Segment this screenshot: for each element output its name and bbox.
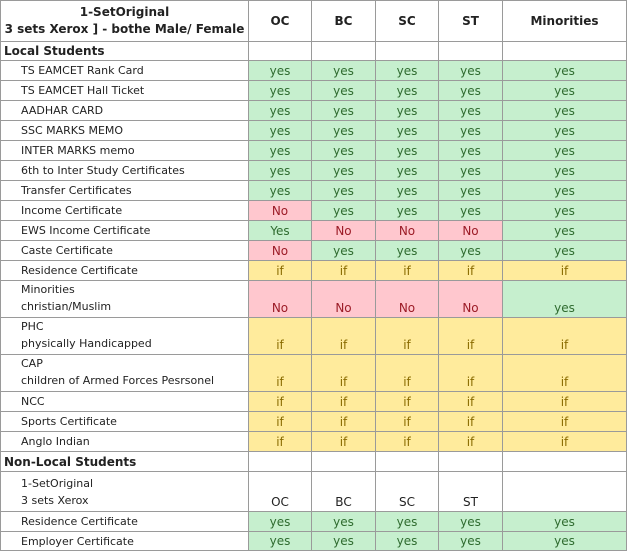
status-cell: if (439, 432, 503, 452)
status-cell: yes (503, 201, 627, 221)
status-cell: yes (249, 532, 312, 551)
table-row (1, 281, 627, 318)
table-row (1, 181, 627, 201)
table-row (1, 241, 627, 261)
table-row (1, 101, 627, 121)
nonlocal-column-header: OC (249, 472, 312, 512)
status-cell: yes (439, 532, 503, 551)
row-label-line: Minorities (21, 283, 75, 296)
header-title-line1: 1-SetOriginal (79, 5, 170, 19)
status-cell: if (503, 412, 627, 432)
status-cell: yes (312, 512, 376, 532)
section-title-local: Local Students (1, 42, 249, 61)
status-cell: if (249, 392, 312, 412)
nonlocal-header-title-cell (1, 472, 249, 512)
header-row (1, 1, 627, 42)
row-label (1, 181, 249, 201)
table-row (1, 512, 627, 532)
status-cell: No (249, 201, 312, 221)
status-cell: yes (249, 181, 312, 201)
status-cell: yes (312, 81, 376, 101)
table-row (1, 221, 627, 241)
status-cell: yes (503, 221, 627, 241)
status-cell: yes (249, 161, 312, 181)
status-cell: if (376, 355, 439, 392)
row-label (1, 141, 249, 161)
status-cell: No (312, 221, 376, 241)
table-row (1, 432, 627, 452)
status-cell: yes (503, 121, 627, 141)
status-cell: if (249, 432, 312, 452)
status-cell: yes (376, 61, 439, 81)
status-cell: yes (249, 512, 312, 532)
status-cell: yes (439, 241, 503, 261)
status-cell: if (376, 412, 439, 432)
status-cell: if (376, 318, 439, 355)
row-label-line: Employer Certificate (21, 534, 134, 548)
status-cell: yes (376, 121, 439, 141)
section-title-nonlocal: Non-Local Students (1, 452, 249, 472)
nonlocal-header-title-line2: 3 sets Xerox (21, 494, 89, 507)
status-cell: yes (439, 61, 503, 81)
nonlocal-column-header (503, 472, 627, 512)
row-label-line: 6th to Inter Study Certificates (21, 164, 185, 177)
row-label-line: SSC MARKS MEMO (21, 124, 124, 137)
status-cell: yes (376, 532, 439, 551)
status-cell: No (249, 241, 312, 261)
column-header-sc: SC (376, 1, 439, 42)
status-cell: yes (439, 121, 503, 141)
row-label (1, 432, 249, 452)
status-cell: yes (503, 141, 627, 161)
status-cell: if (312, 261, 376, 281)
row-label (1, 318, 249, 355)
status-cell: yes (312, 532, 376, 551)
status-cell: yes (376, 241, 439, 261)
status-cell: yes (439, 181, 503, 201)
column-header-st: ST (439, 1, 503, 42)
table-row (1, 261, 627, 281)
row-label (1, 241, 249, 261)
row-label (1, 412, 249, 432)
status-cell: No (376, 281, 439, 318)
status-cell: yes (312, 201, 376, 221)
status-cell: yes (503, 61, 627, 81)
status-cell: if (312, 412, 376, 432)
status-cell: yes (249, 81, 312, 101)
table-row (1, 121, 627, 141)
row-label-line: Residence Certificate (21, 264, 138, 277)
status-cell: yes (312, 181, 376, 201)
status-cell: yes (312, 241, 376, 261)
row-label (1, 81, 249, 101)
section-row-local (1, 42, 627, 61)
status-cell: yes (439, 161, 503, 181)
table-row (1, 412, 627, 432)
status-cell: if (503, 392, 627, 412)
status-cell: if (439, 318, 503, 355)
status-cell: yes (503, 281, 627, 318)
status-cell: yes (249, 61, 312, 81)
status-cell: yes (503, 512, 627, 532)
table-row (1, 318, 627, 355)
status-cell: yes (249, 121, 312, 141)
status-cell: yes (249, 101, 312, 121)
row-label-line: TS EAMCET Hall Ticket (21, 84, 145, 97)
nonlocal-column-header: ST (439, 472, 503, 512)
status-cell: if (503, 355, 627, 392)
status-cell: yes (376, 101, 439, 121)
status-cell: No (439, 221, 503, 241)
status-cell: yes (376, 141, 439, 161)
status-cell: yes (312, 101, 376, 121)
row-label-line: TS EAMCET Rank Card (21, 64, 144, 77)
status-cell: yes (503, 81, 627, 101)
header-title-cell (1, 1, 249, 42)
table-row (1, 141, 627, 161)
status-cell: yes (439, 101, 503, 121)
status-cell: Yes (249, 221, 312, 241)
row-label (1, 201, 249, 221)
row-label-line: AADHAR CARD (21, 104, 104, 117)
row-label-line: CAP (21, 357, 43, 370)
table-row (1, 61, 627, 81)
status-cell: if (312, 432, 376, 452)
status-cell: yes (376, 81, 439, 101)
status-cell: if (249, 355, 312, 392)
status-cell: yes (439, 141, 503, 161)
status-cell: if (312, 355, 376, 392)
status-cell: yes (503, 532, 627, 551)
table-row (1, 201, 627, 221)
status-cell: yes (503, 161, 627, 181)
table-row (1, 392, 627, 412)
column-header-bc: BC (312, 1, 376, 42)
status-cell: No (249, 281, 312, 318)
row-label-line: physically Handicapped (21, 337, 152, 350)
status-cell: yes (503, 241, 627, 261)
header-title-line2: 3 sets Xerox ] - bothe Male/ Female (4, 22, 245, 36)
row-label-line: Income Certificate (21, 204, 123, 217)
row-label (1, 261, 249, 281)
row-label-line: Caste Certificate (21, 244, 113, 257)
status-cell: yes (312, 121, 376, 141)
status-cell: yes (249, 141, 312, 161)
row-label (1, 281, 249, 318)
row-label (1, 61, 249, 81)
row-label-line: Sports Certificate (21, 415, 117, 428)
status-cell: if (249, 412, 312, 432)
row-label-line: Transfer Certificates (21, 184, 132, 197)
status-cell: if (249, 261, 312, 281)
status-cell: if (249, 318, 312, 355)
status-cell: yes (439, 81, 503, 101)
status-cell: yes (376, 181, 439, 201)
nonlocal-column-header: BC (312, 472, 376, 512)
row-label (1, 512, 249, 532)
row-label (1, 101, 249, 121)
nonlocal-header-title-line1: 1-SetOriginal (21, 477, 94, 490)
status-cell: if (439, 261, 503, 281)
status-cell: No (312, 281, 376, 318)
row-label-line: christian/Muslim (21, 300, 112, 313)
status-cell: No (439, 281, 503, 318)
row-label (1, 161, 249, 181)
status-cell: if (439, 355, 503, 392)
status-cell: if (376, 261, 439, 281)
table-row (1, 532, 627, 551)
table-row (1, 81, 627, 101)
nonlocal-column-header: SC (376, 472, 439, 512)
row-label-line: NCC (21, 395, 45, 408)
status-cell: if (503, 261, 627, 281)
row-label-line: Residence Certificate (21, 515, 138, 528)
status-cell: if (312, 392, 376, 412)
row-label (1, 121, 249, 141)
section-row-nonlocal (1, 452, 627, 472)
row-label (1, 355, 249, 392)
column-header-oc: OC (249, 1, 312, 42)
status-cell: yes (312, 161, 376, 181)
status-cell: if (312, 318, 376, 355)
status-cell: yes (503, 181, 627, 201)
table-row (1, 355, 627, 392)
status-cell: if (376, 392, 439, 412)
status-cell: if (503, 432, 627, 452)
status-cell: if (376, 432, 439, 452)
status-cell: if (439, 412, 503, 432)
row-label-line: children of Armed Forces Pesrsonel (21, 374, 215, 387)
nonlocal-header-row (1, 472, 627, 512)
row-label (1, 221, 249, 241)
status-cell: yes (439, 512, 503, 532)
row-label-line: Anglo Indian (21, 435, 90, 448)
status-cell: yes (312, 61, 376, 81)
status-cell: yes (376, 161, 439, 181)
row-label (1, 392, 249, 412)
row-label (1, 532, 249, 551)
status-cell: if (503, 318, 627, 355)
status-cell: if (439, 392, 503, 412)
column-header-minorities: Minorities (503, 1, 627, 42)
status-cell: yes (439, 201, 503, 221)
status-cell: yes (376, 201, 439, 221)
status-cell: yes (376, 512, 439, 532)
row-label-line: INTER MARKS memo (21, 144, 135, 157)
row-label-line: PHC (21, 320, 44, 333)
status-cell: yes (312, 141, 376, 161)
table-row (1, 161, 627, 181)
status-cell: yes (503, 101, 627, 121)
status-cell: No (376, 221, 439, 241)
row-label-line: EWS Income Certificate (21, 224, 151, 237)
